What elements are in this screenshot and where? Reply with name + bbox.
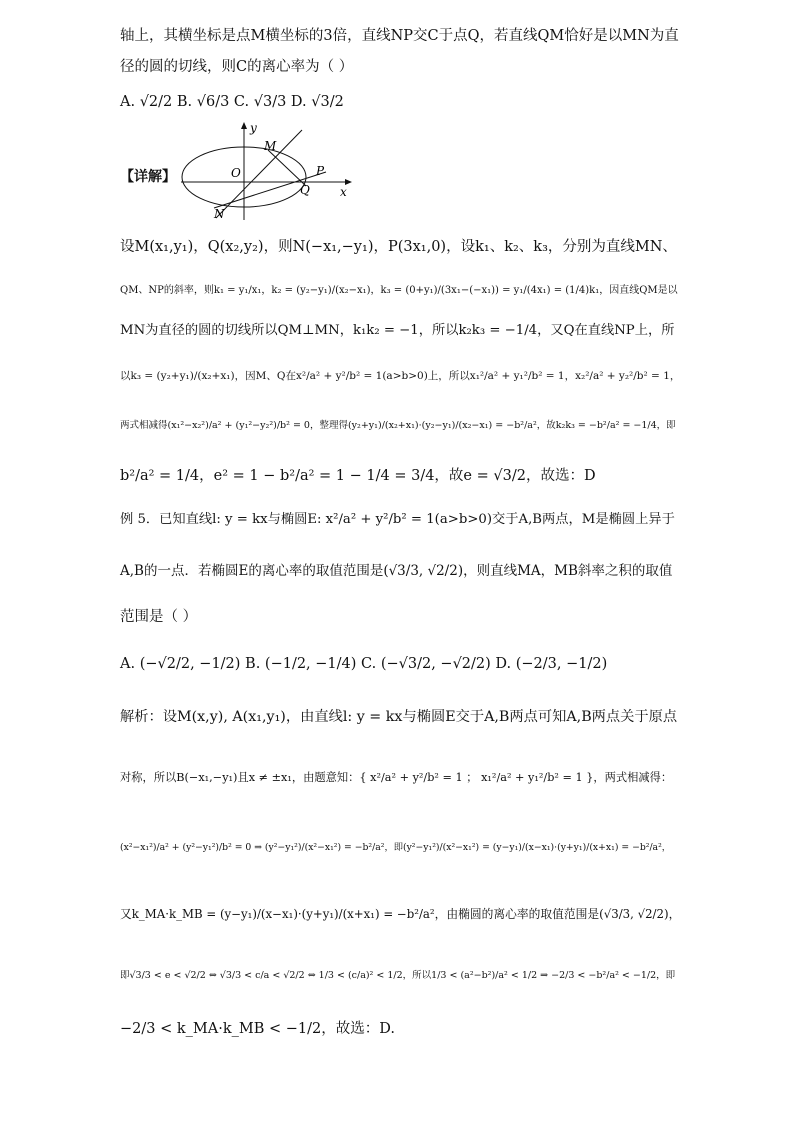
point-q-label: Q (300, 183, 310, 197)
point-o-label: O (231, 166, 241, 180)
text-line-7: 两式相减得(x₁²−x₂²)/a² + (y₁²−y₂²)/b² = 0，整理得(y₂+y₁)/(x₂+x₁)·(y₂−y₁)/(x₂−x₁) = −b²/a²，故k₂k₃ = −b²/a² = −1/4，即 (120, 420, 676, 431)
analysis-line-5: 即√3/3 < e < √2/2 ⇔ √3/3 < c/a < √2/2 ⇔ 1/3 < (c/a)² < 1/2，所以1/3 < (a²−b²)/a² < 1/2 ⇒ −2/3 < −b²/a² < −1/2，即 (120, 970, 676, 981)
analysis-line-1: 解析：设M(x,y), A(x₁,y₁)，由直线l: y = kx与椭圆E交于A,B两点可知A,B两点关于原点 (120, 709, 678, 725)
answer-options-1: A. √2/2 B. √6/3 C. √3/3 D. √3/2 (120, 94, 344, 110)
axis-x-label: x (340, 185, 347, 199)
analysis-line-2: 对称，所以B(−x₁,−y₁)且x ≠ ±x₁，由题意知：{ x²/a² + y²/b² = 1 ； x₁²/a² + y₁²/b² = 1 }，两式相减得： (120, 771, 673, 784)
example-5-line-2: A,B的一点．若椭圆E的离心率的取值范围是(√3/3, √2/2)，则直线MA，MB斜率之积的取值 (120, 563, 673, 579)
ellipse-diagram (176, 122, 360, 222)
text-line-2: 径的圆的切线，则C的离心率为（ ） (120, 59, 354, 75)
text-line-6: 以k₃ = (y₂+y₁)/(x₂+x₁)，因M、Q在x²/a² + y²/b² = 1(a>b>0)上，所以x₁²/a² + y₁²/b² = 1，x₂²/a² + y₂²/b² = 1， (120, 370, 681, 382)
analysis-line-6: −2/3 < k_MA·k_MB < −1/2，故选：D. (120, 1021, 395, 1037)
example-5-line-1: 例 5．已知直线l: y = kx与椭圆E: x²/a² + y²/b² = 1(a>b>0)交于A,B两点，M是椭圆上异于 (120, 512, 675, 527)
example-5-line-3: 范围是（ ） (120, 609, 198, 625)
analysis-line-3: (x²−x₁²)/a² + (y²−y₁²)/b² = 0 ⇒ (y²−y₁²)/(x²−x₁²) = −b²/a²，即(y²−y₁²)/(x²−x₁²) = (y−y₁)/(x−x₁)·(y+y₁)/(x+x₁) = −b²/a²， (120, 842, 672, 853)
text-line-5: MN为直径的圆的切线所以QM⊥MN，k₁k₂ = −1，所以k₂k₃ = −1/4，又Q在直线NP上，所 (120, 323, 675, 338)
point-n-label: N (214, 207, 225, 221)
text-line-1: 轴上，其横坐标是点M横坐标的3倍，直线NP交C于点Q，若直线QM恰好是以MN为直 (120, 28, 679, 44)
point-p-label: P (316, 164, 325, 178)
analysis-line-4: 又k_MA·k_MB = (y−y₁)/(x−x₁)·(y+y₁)/(x+x₁) = −b²/a²，由椭圆的离心率的取值范围是(√3/3, √2/2)， (120, 907, 681, 921)
ellipse-figure (120, 122, 360, 222)
point-m-label: M (264, 139, 277, 153)
answer-options-2: A. (−√2/2, −1/2) B. (−1/2, −1/4) C. (−√3/2, −√2/2) D. (−2/3, −1/2) (120, 656, 608, 672)
text-line-4: QM、NP的斜率，则k₁ = y₁/x₁，k₂ = (y₂−y₁)/(x₂−x₁)，k₃ = (0+y₁)/(3x₁−(−x₁)) = y₁/(4x₁) = (1/4)k₁，因直线QM是以 (120, 285, 678, 296)
text-line-8: b²/a² = 1/4，e² = 1 − b²/a² = 1 − 1/4 = 3/4，故e = √3/2，故选：D (120, 468, 596, 484)
text-line-3: 设M(x₁,y₁)，Q(x₂,y₂)，则N(−x₁,−y₁)，P(3x₁,0)，设k₁、k₂、k₃，分别为直线MN、 (120, 239, 677, 255)
axis-y-label: y (250, 122, 257, 135)
detail-label: 【详解】 (120, 169, 176, 185)
